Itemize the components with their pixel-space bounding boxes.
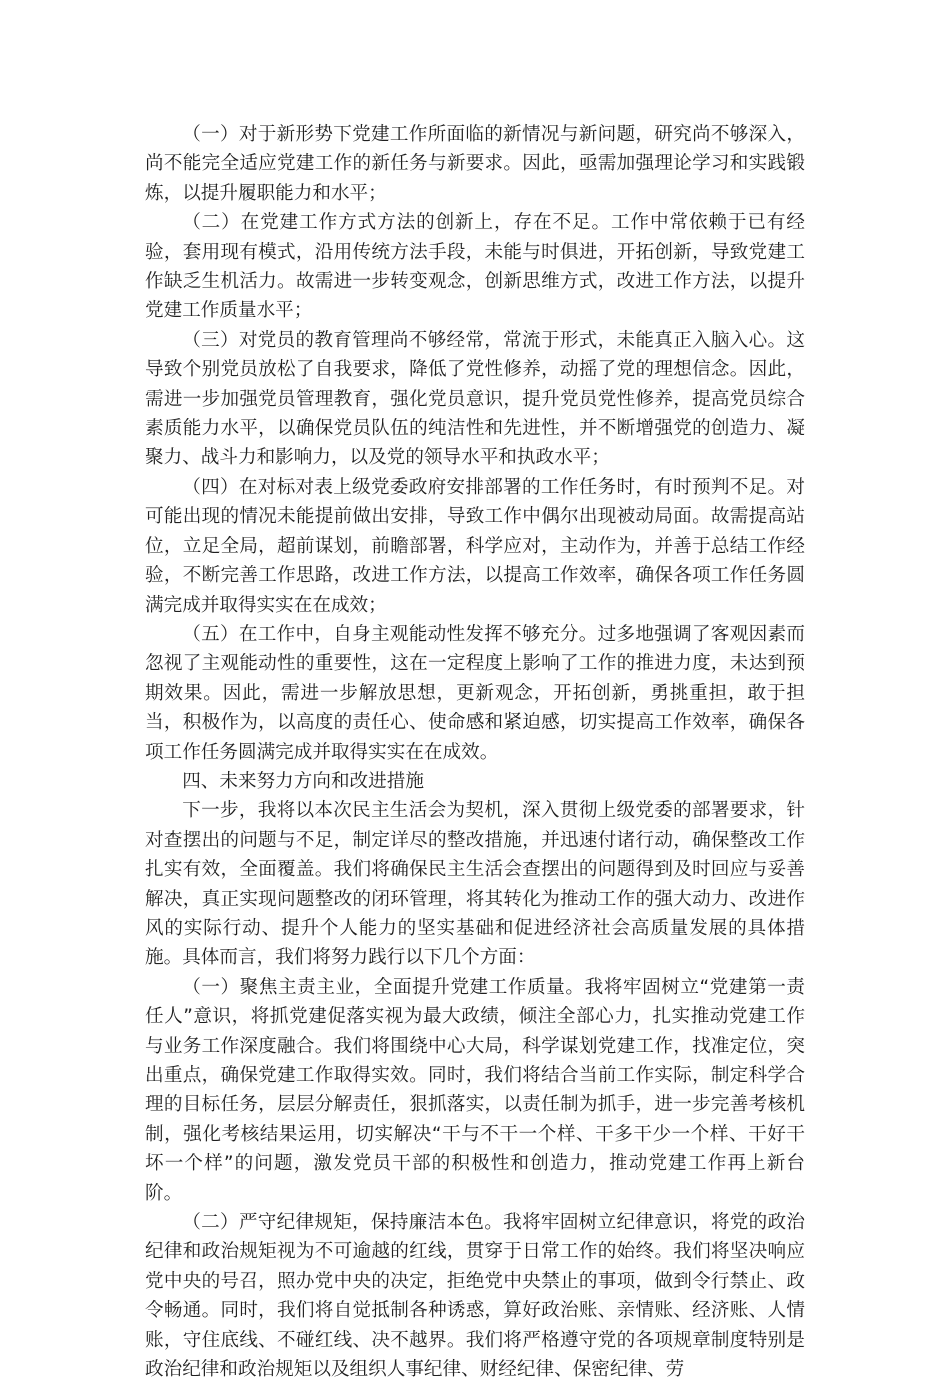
document-body	[145, 120, 805, 1384]
paragraph-problem-5: （五）在工作中，自身主观能动性发挥不够充分。过多地强调了客观因素而忽视了主观能动性的重要性，这在一定程度上影响了工作的推进力度，未达到预期效果。因此，需进一步解放思想，更新观念，开拓创新，勇挑重担，敢于担当，积极作为，以高度的责任心、使命感和紧迫感，切实提高工作效率，确保各项工作任务圆满完成并取得实实在在成效。	[145, 623, 805, 763]
paragraph-problem-3: （三）对党员的教育管理尚不够经常，常流于形式，未能真正入脑入心。这导致个别党员放松了自我要求，降低了党性修养，动摇了党的理想信念。因此，需进一步加强党员管理教育，强化党员意识，提升党员党性修养，提高党员综合素质能力水平，以确保党员队伍的纯洁性和先进性，并不断增强党的创造力、凝聚力、战斗力和影响力，以及党的领导水平和执政水平；	[145, 329, 805, 469]
paragraph-problem-1: （一）对于新形势下党建工作所面临的新情况与新问题，研究尚不够深入，尚不能完全适应党建工作的新任务与新要求。因此，亟需加强理论学习和实践锻炼，以提升履职能力和水平；	[145, 124, 805, 204]
section-heading-future-direction: 四、未来努力方向和改进措施	[182, 770, 424, 792]
paragraph-problem-4: （四）在对标对表上级党委政府安排部署的工作任务时，有时预判不足。对可能出现的情况未能提前做出安排，导致工作中偶尔出现被动局面。故需提高站位，立足全局，超前谋划，前瞻部署，科学应对，主动作为，并善于总结工作经验，不断完善工作思路，改进工作方法，以提高工作效率，确保各项工作任务圆满完成并取得实实在在成效；	[145, 476, 805, 616]
paragraph-measure-1: （一）聚焦主责主业，全面提升党建工作质量。我将牢固树立“党建第一责任人”意识，将抓党建促落实视为最大政绩，倾注全部心力，扎实推动党建工作与业务工作深度融合。我们将围绕中心大局，科学谋划党建工作，找准定位，突出重点，确保党建工作取得实效。同时，我们将结合当前工作实际，制定科学合理的目标任务，层层分解责任，狠抓落实，以责任制为抓手，进一步完善考核机制，强化考核结果运用，切实解决“干与不干一个样、干多干少一个样、干好干坏一个样”的问题，激发党员干部的积极性和创造力，推动党建工作再上新台阶。	[145, 976, 805, 1204]
paragraph-measure-2: （二）严守纪律规矩，保持廉洁本色。我将牢固树立纪律意识，将党的政治纪律和政治规矩视为不可逾越的红线，贯穿于日常工作的始终。我们将坚决响应党中央的号召，照办党中央的决定，拒绝党中央禁止的事项，做到令行禁止、政令畅通。同时，我们将自觉抵制各种诱惑，算好政治账、亲情账、经济账、人情账，守住底线、不碰红线、决不越界。我们将严格遵守党的各项规章制度特别是政治纪律和政治规矩以及组织人事纪律、财经纪律、保密纪律、劳	[145, 1212, 805, 1381]
paragraph-problem-2: （二）在党建工作方式方法的创新上，存在不足。工作中常依赖于已有经验，套用现有模式，沿用传统方法手段，未能与时俱进，开拓创新，导致党建工作缺乏生机活力。故需进一步转变观念，创新思维方式，改进工作方法，以提升党建工作质量水平；	[145, 212, 805, 322]
paragraph-intro-next-steps: 下一步，我将以本次民主生活会为契机，深入贯彻上级党委的部署要求，针对查摆出的问题与不足，制定详尽的整改措施，并迅速付诸行动，确保整改工作扎实有效，全面覆盖。我们将确保民主生活会查摆出的问题得到及时回应与妥善解决，真正实现问题整改的闭环管理，将其转化为推动工作的强大动力、改进作风的实际行动、提升个人能力的坚实基础和促进经济社会高质量发展的具体措施。具体而言，我们将努力践行以下几个方面：	[145, 800, 805, 969]
